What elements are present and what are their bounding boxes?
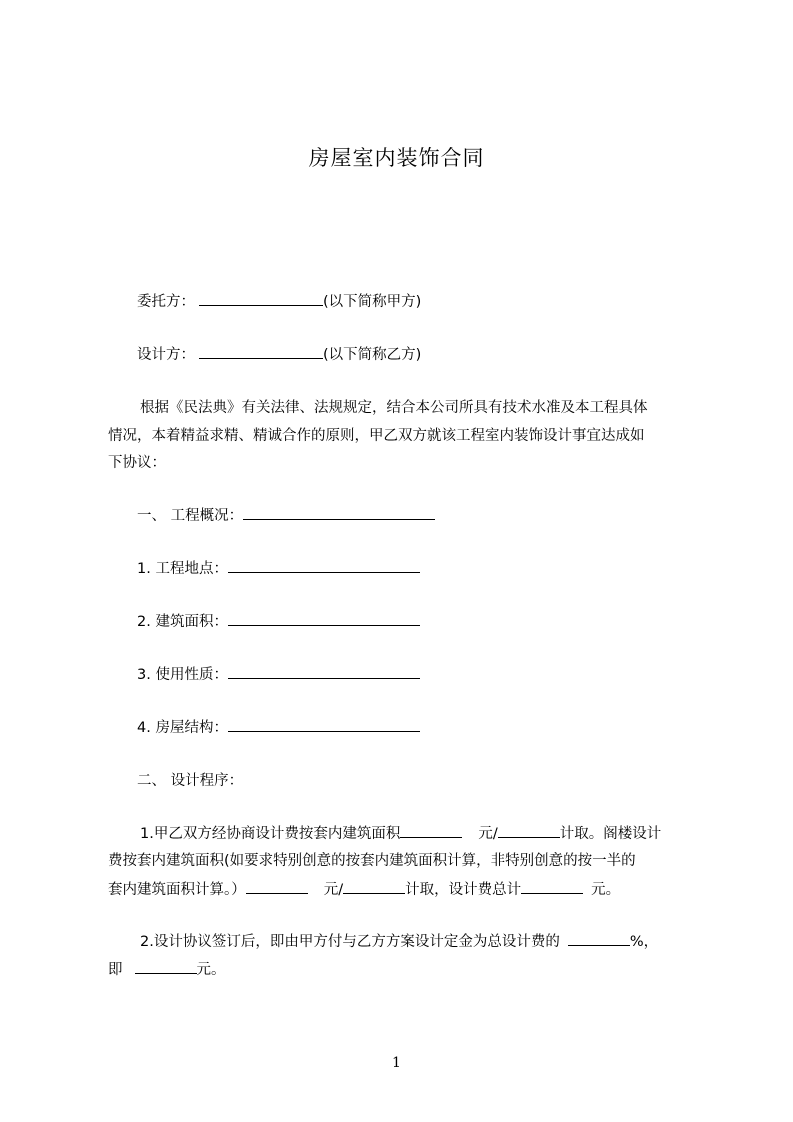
item-label: 3. 使用性质： — [137, 667, 228, 683]
clause1-unit: 元/ — [323, 882, 344, 898]
designer-label: 设计方： — [137, 347, 195, 363]
section2-heading: 二、 设计程序： — [137, 773, 244, 789]
item-blank — [228, 558, 420, 573]
document-title: 房屋室内装饰合同 — [308, 146, 485, 170]
clause1-blank-total — [521, 879, 583, 894]
clause1-blank-area-price — [400, 823, 462, 838]
section1-item-1 — [137, 558, 420, 579]
clause1-unit: 元/ — [478, 826, 498, 842]
clause2-blank-amount — [135, 959, 197, 974]
item-label: 1. 工程地点： — [137, 561, 228, 577]
client-blank — [199, 291, 323, 306]
clause1-text: 计取，设计费总计 — [405, 882, 522, 898]
preamble-line-3: 下协议： — [108, 455, 166, 471]
clause2-line-2 — [108, 959, 226, 980]
clause1-line-3 — [108, 879, 620, 900]
clause2-text-end: 元。 — [196, 962, 226, 978]
clause2-text: 2.设计协议签订后，即由甲方付与乙方方案设计定金为总设计费的 — [140, 934, 560, 950]
clause1-text: 套内建筑面积计算。） — [108, 882, 246, 898]
section1-item-3 — [137, 664, 420, 685]
designer-blank — [199, 344, 323, 359]
clause2-blank-percent — [568, 931, 630, 946]
item-label: 2. 建筑面积： — [137, 614, 228, 630]
client-label: 委托方： — [137, 294, 195, 310]
clause1-text-end: 计取。阁楼设计 — [559, 826, 662, 842]
item-blank — [228, 611, 420, 626]
page-number: 1 — [392, 1055, 401, 1071]
section1-item-4 — [137, 717, 420, 738]
clause1-blank-unit — [498, 823, 560, 838]
clause1-text-end: 元。 — [591, 882, 621, 898]
clause2-line-1 — [140, 931, 658, 952]
designer-suffix: (以下简称乙方) — [323, 347, 422, 363]
clause1-text: 1.甲乙双方经协商设计费按套内建筑面积 — [140, 826, 401, 842]
client-line — [137, 291, 421, 312]
clause1-line-1 — [140, 823, 661, 844]
item-label: 4. 房屋结构： — [137, 720, 228, 736]
preamble-line-2: 情况，本着精益求精、精诚合作的原则，甲乙双方就该工程室内装饰设计事宜达成如 — [108, 428, 645, 444]
item-blank — [228, 664, 420, 679]
clause2-text: 即 — [108, 962, 123, 978]
section1-heading: 一、 工程概况： — [137, 508, 244, 524]
section1-item-2 — [137, 611, 420, 632]
clause1-blank-attic-price — [246, 879, 308, 894]
client-suffix: (以下简称甲方) — [323, 294, 422, 310]
section1-blank — [243, 505, 435, 520]
section1-heading-line — [137, 505, 435, 526]
preamble-line-1: 根据《民法典》有关法律、法规规定，结合本公司所具有技术水准及本工程具体 — [140, 400, 648, 416]
clause2-percent: %， — [629, 934, 659, 950]
designer-line — [137, 344, 421, 365]
clause1-line-2: 费按套内建筑面积(如要求特别创意的按套内建筑面积计算，非特别创意的按一半的 — [108, 853, 636, 869]
item-blank — [228, 717, 420, 732]
clause1-blank-attic-unit — [343, 879, 405, 894]
